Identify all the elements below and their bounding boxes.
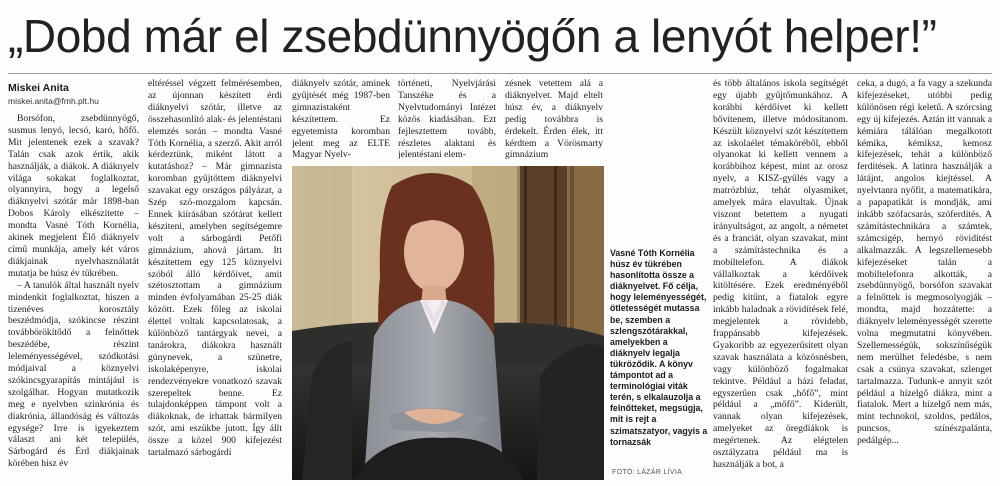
text-column-6 [713, 78, 848, 481]
portrait-image [292, 166, 604, 480]
paragraph: Borsófon, zsebdünnyögő, susmus lenyó, lecsó, karó, hőfő. Mit jelentenek ezek a szavak? Talán csak azok értik, akik használják, a diákok. A diáknyelv világa sokakat foglalkoztat, olyannyira, hogy a legelső diáknyelvi szótár már 1898-ban Dobos Károly elkészítette – mondta Vasné Tóth Kornélia, akinek megjelent Élő diáknyelv című munkája, amely két város diákjainak nyelvhasználatát mutatja be húsz év tükrében. [8, 113, 139, 279]
text-column-2 [148, 78, 282, 481]
author-email: miskei.anita@fmh.plt.hu [8, 96, 99, 106]
text-column-5 [505, 78, 603, 162]
paragraph: – A tanulók által használt nyelv mindenkit foglalkoztat, hiszen a tizenéves korosztály beszédmódja, szókincse részint továbbörökítődő a felnőttek beszédébe, részint leleményességével, szódkotási módjaival a köznyelvi szókincsgyarapítás mintájául is szolgálhat. Hogyan mutatkozik meg e nyelvben szinkrónia és diakrónia, állandóság és változás egysége? Irre is igyekeztem választ ani két település, Sárbogárd és Érd diákjainak körében hisz év [8, 279, 139, 470]
article-headline: „Dobd már el zsebdünnyögőn a lenyót helper!” [8, 10, 937, 62]
photo-caption: Vasné Tóth Kornélia húsz év tükrében hasonlította össze a diáknyelvet. Fő célja, hogy leleményességét, ötletességét mutassa be, szemben a szlengszótárakkal, amelyekben a diáknyelv legalja tükröződik. A könyv támpontot ad a terminológiai viták terén, s elkalauzolja a felnőtteket, megsúgja, mit is rejt a szimatszatyor, vagyis a tornazsák [610, 248, 708, 447]
text-column-4 [398, 78, 496, 162]
text-column-7 [857, 78, 992, 481]
portrait-photo [292, 166, 604, 480]
byline [8, 82, 138, 107]
paragraph: eltéréssel végzett felmérésemben, az újonnan készített érdi diáknyelvi szótár, illetve az összehasonlító alak- és jelentéstani elemzés során – mondta Vasné Tóth Kornélia, a szerző. Akit arról kérdeztünk, miként látott a kutatáshoz? – Már gimnazista koromban gyűjtöttem diáknyelvi szavakat egy országos pályázat, a Szép szó-mozgalom kapcsán. Ennek kiírásában szótárat kellett készíteni, amelyben segítségemre volt a sárbogárdi Petőfi gimnázium, ahová jártam. Itt készítettem egy 125 köznyelvi szóból álló kérdőívet, amit szétosztottam a gimnázium minden évfolyamában 25-25 diák között. Ezek főleg az iskolai élettel voltak kapcsolatosak, a különböző tantárgyak nevei, a tanárokra, diákokra használt gúnynevek, a szünetre, iskolaképenyre, iskolai rendezvényekre vonatkozó szavak szerepeltek benne. Ez tulajdonképpen támpont volt a diákoknak, de írhattak bármilyen szót, ami eszükbe jutott. Így állt össze a közel 900 kifejezést tartalmazó sárbogárdi [148, 78, 282, 459]
text-column-3 [292, 78, 390, 162]
text-column-1 [8, 113, 139, 481]
paragraph: diáknyelv szótár, aminek gyűjtését még 1987-ben gimnazistaként készítettem. Ez egyetemista koromban jelent meg az ELTE Magyar Nyelv- [292, 78, 390, 161]
photo-credit: FOTÓ: LÁZÁR LÍVIA [612, 469, 683, 476]
paragraph: és több általános iskola segítségét egy újabb gyűjtőmunkához. A korábbi kérdőívet ki kellett bővítenem, illetve módosítanom. Készült köznyelvi szót készítettem az iskolaélet témaköréből, ebből olyanokat ki kellett vennem a korábbihoz képest, mint az orosz nyelv, a KISZ-gyűlés vagy a matrózblúz, tehát olyasmiket, amelyek mára elavultak. Újnak viszont betettem a nyugati irányultságot, az angolt, a németet és a franciát, olyan szavakat, mint a számítástechnika és a mobiltelefon. A diákok vállalkoztak a kérdőívek kitöltésére. Ezek eredményéből pedig kitűnt, a fiatalok egyre inkább haladnak a rövidítések felé, megjelentek a rövidebb, frappánsabb kifejezések. Gyakoribb az egyezerűsített olyan szavak használata a közösnésben, vagy különböző fogalmakat tekintve. Például a házi feladat, egyszerűen csak „hőfő”, mint például a „mőfő”. Kiderült, vannak olyan kifejezések, amelyeket az öregdiákok is megértenek. Az elégtelen osztályzatra például ma is használják a bot, a [713, 78, 848, 470]
paragraph: zésnek vetettem alá a diáknyelvet. Majd eltelt húsz év, a diáknyelv pedig továbbra is érdekelt. Érden élek, itt kérdtem a Vörösmarty gimnázium [505, 78, 603, 161]
headline-rule [8, 73, 992, 74]
author-name: Miskei Anita [8, 82, 69, 94]
paragraph: ceka, a dugó, a fa vagy a szekunda kifejezéseket, utóbbi pedig különösen régi keletű. A szórcsing egy új kifejezés. Aztán itt vannak a kémiára tálálóan megalkotott kémika, kémiksz, kemosz kifejezések, tehát a különböző ferdítések. A latinra használják a látájnt, angolos kiejtéssel. A nyelvtanra nyőfit, a matematikára, a papapatikát is mondják, ami inkább szófacsarás, szóferdítés. A számítástechnikára a számtek, számcsigép, hernyó rövidítést alkalmazzák. A legszellemesebb kifejezéseket talán a mobiltelefonra alkották, a zsebdünnyögő, borsófon szavakat a felnőttek is megmosolyogják – mondta, majd hozzátette: a diáknyelv leleményességét szerette volna megmutatni könyvében. Szellemességük, sokszínűségük nem merülhet feledésbe, s nem csak a csúnya szavakat, szlenget tartalmazza. Tudunk-e annyit szót például a hízelgő diákra, mint a fiatalok. Mert a hízelgő nem más, mint technokol, szoldos, pedálos, puncsos, színészpalánta, pedálgép... [857, 78, 992, 447]
paragraph: történeti, Nyelvjárási Tanszéke és a Nyelvtudományi Intézet közös kiadásában. Ezt fejlesztettem tovább, részletes alaktani és jelentéstani elem- [398, 78, 496, 161]
